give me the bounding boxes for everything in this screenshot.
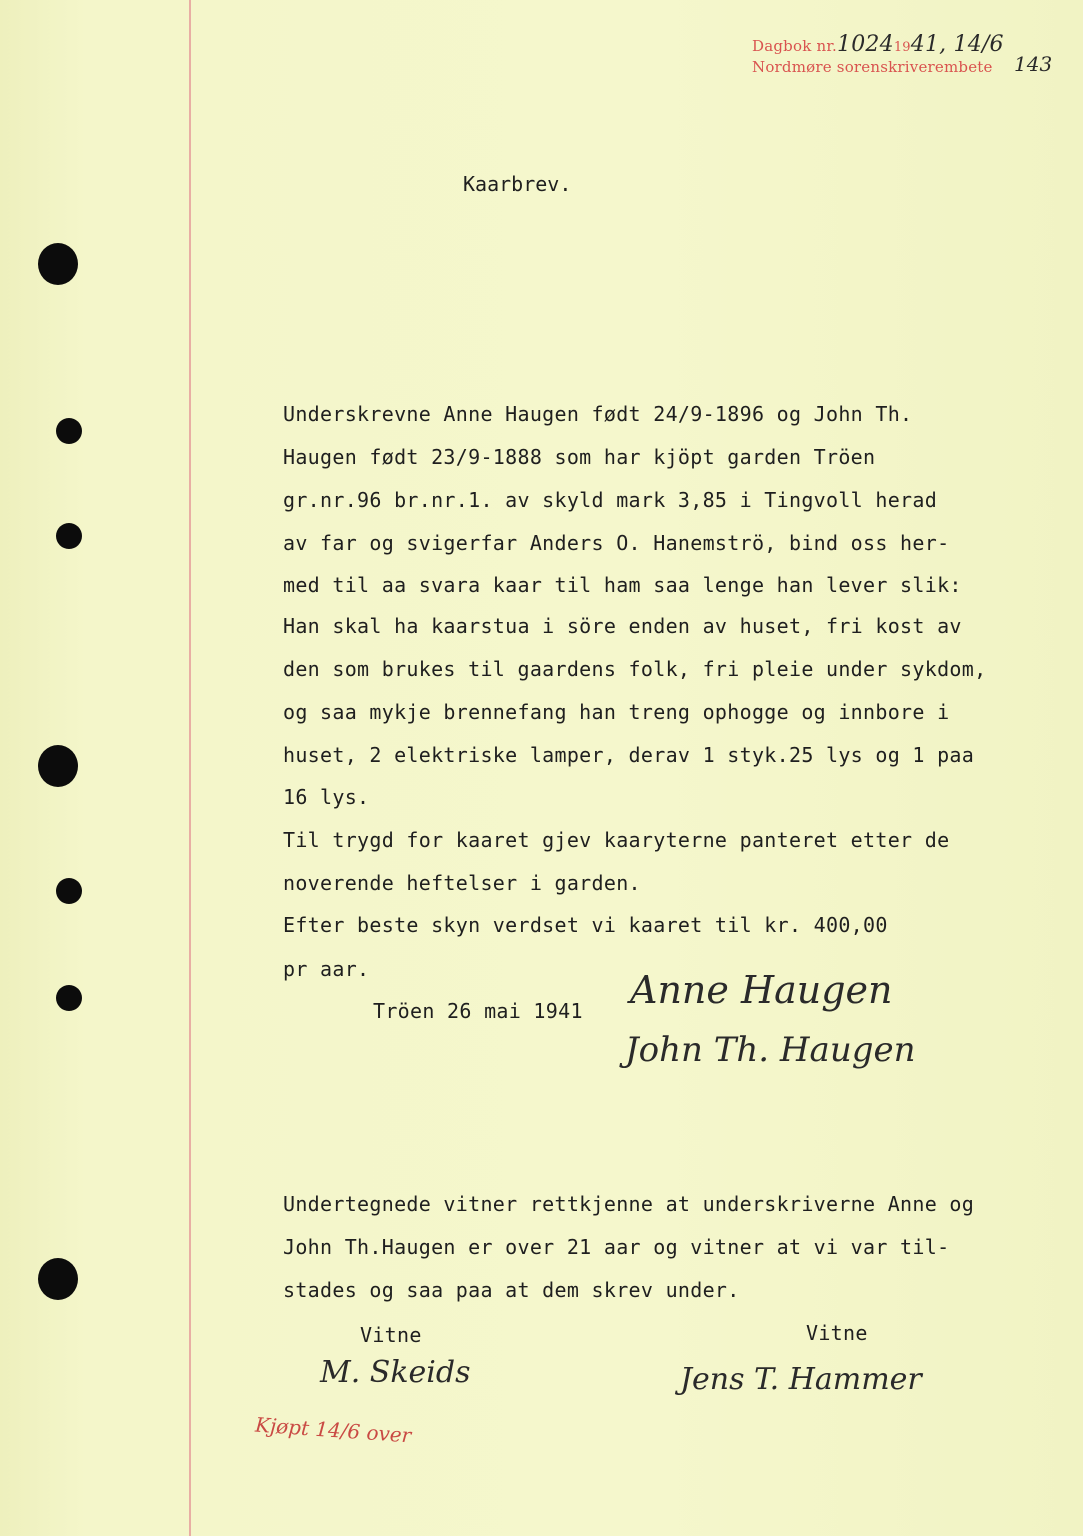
body-line: huset, 2 elektriske lamper, derav 1 styk.25 lys og 1 paa: [283, 743, 975, 767]
witness-label-right: Vitne: [806, 1321, 868, 1345]
body-line: av far og svigerfar Anders O. Hanemströ, bind oss her-: [283, 531, 950, 555]
witness-line: Undertegnede vitner rettkjenne at underskriverne Anne og: [283, 1192, 975, 1216]
binder-hole: [56, 878, 82, 904]
witness-line: John Th.Haugen er over 21 aar og vitner at vi var til-: [283, 1235, 950, 1259]
body-line: Til trygd for kaaret gjev kaaryterne panteret etter de: [283, 828, 950, 852]
witness-signature-left: M. Skeids: [320, 1355, 471, 1390]
body-line: Haugen født 23/9-1888 som har kjöpt garden Tröen: [283, 445, 876, 469]
body-line: Efter beste skyn verdset vi kaaret til kr. 400,00: [283, 913, 888, 937]
margin-line: [189, 0, 191, 1536]
stamp-year-prefix: 19: [893, 40, 911, 55]
binder-hole: [56, 985, 82, 1011]
page-number: 143: [1014, 52, 1053, 76]
binder-hole: [56, 418, 82, 444]
witness-label-left: Vitne: [360, 1323, 422, 1347]
place-date: Tröen 26 mai 1941: [373, 999, 583, 1023]
registry-stamp: [752, 32, 1004, 57]
body-line: pr aar.: [283, 957, 370, 981]
body-line: Han skal ha kaarstua i söre enden av huset, fri kost av: [283, 614, 962, 638]
signature-john-haugen: John Th. Haugen: [625, 1030, 916, 1070]
body-line: og saa mykje brennefang han treng ophogge og innbore i: [283, 700, 950, 724]
binder-hole: [56, 523, 82, 549]
binder-hole: [38, 243, 78, 285]
stamp-label: Dagbok nr.: [752, 37, 838, 55]
document-title: Kaarbrev.: [463, 172, 572, 196]
binder-hole: [38, 1258, 78, 1300]
body-line: den som brukes til gaardens folk, fri pleie under sykdom,: [283, 657, 987, 681]
body-line: noverende heftelser i garden.: [283, 871, 641, 895]
body-line: med til aa svara kaar til ham saa lenge han lever slik:: [283, 573, 962, 597]
body-line: gr.nr.96 br.nr.1. av skyld mark 3,85 i Tingvoll herad: [283, 488, 938, 512]
witness-line: stades og saa paa at dem skrev under.: [283, 1278, 740, 1302]
body-line: Underskrevne Anne Haugen født 24/9-1896 og John Th.: [283, 402, 913, 426]
binder-hole: [38, 745, 78, 787]
margin-note: Kjøpt 14/6 over: [254, 1412, 413, 1448]
signature-anne-haugen: Anne Haugen: [630, 968, 893, 1012]
stamp-number: 1024: [837, 32, 894, 57]
registry-office: Nordmøre sorenskriverembete: [752, 58, 993, 76]
body-line: 16 lys.: [283, 785, 370, 809]
stamp-year: 41, 14/6: [910, 32, 1004, 57]
witness-signature-right: Jens T. Hammer: [680, 1362, 922, 1397]
